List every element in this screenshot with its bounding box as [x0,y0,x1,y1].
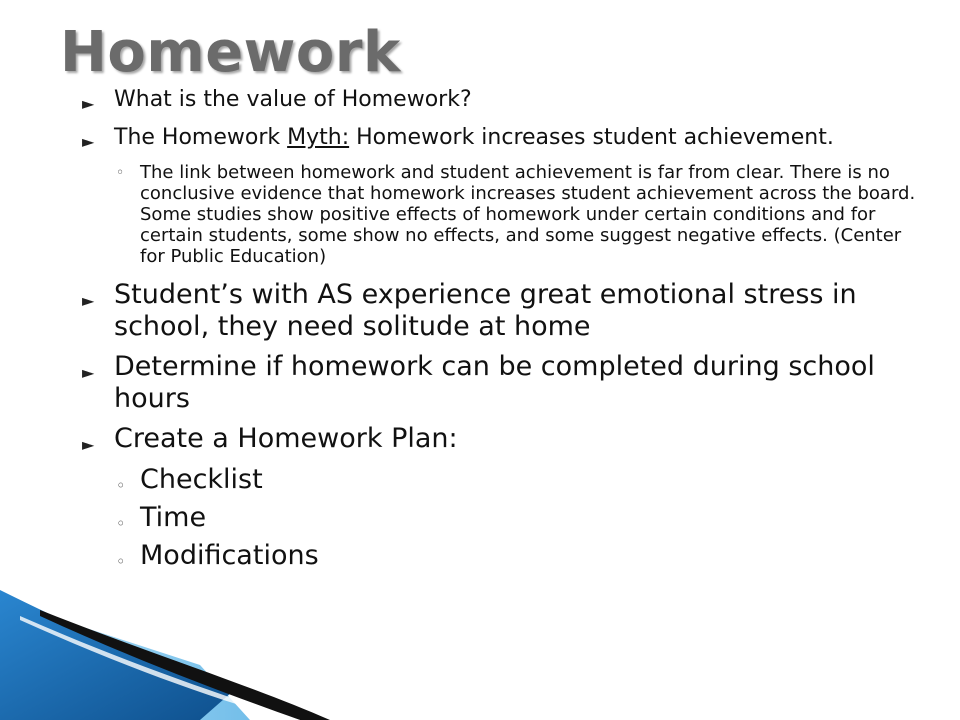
bullet-text: Student’s with AS experience great emotional stress in school, they need solitude at home [114,279,857,342]
slide-title: Homework [60,20,401,85]
bullet-text: Determine if homework can be completed during school hours [114,351,875,414]
bullet-item [78,86,938,114]
circle-bullet-icon: ◦ [116,165,125,181]
slide-content [78,86,938,577]
sub-bullet-item [78,162,938,267]
arrow-bullet-icon: ► [82,132,95,151]
bullet-text: What is the value of Homework? [114,87,472,112]
bullet-item [78,423,938,455]
arrow-bullet-icon: ► [82,94,95,113]
bullet-text [114,125,834,150]
sub-bullet-text: Checklist [140,464,263,495]
arrow-bullet-icon: ► [82,363,95,382]
sub-bullet-text: Modifications [140,540,319,571]
corner-swoosh-decoration [0,590,420,720]
circle-bullet-icon: ◦ [116,476,126,495]
arrow-bullet-icon: ► [82,291,95,310]
bullet-item [78,279,938,343]
circle-bullet-icon: ◦ [116,552,126,571]
sub-bullet-text: The link between homework and student achievement is far from clear. There is no conclusive evidence that homework increases student achievement across the board. Some studies show positive effects of homework under certain conditions and for certain students, some show no effects, and some suggest negative effects. (Center for Public Education) [140,162,916,267]
sub-bullet-text: Time [140,502,207,533]
bullet-item [78,124,938,152]
bullet-item [78,351,938,415]
sub-bullet-item [78,463,938,497]
sub-bullet-item [78,501,938,535]
sub-bullet-item [78,539,938,573]
circle-bullet-icon: ◦ [116,514,126,533]
bullet-text-part: The Homework [114,125,288,150]
underlined-text: Myth: [287,125,350,150]
bullet-text: Create a Homework Plan: [114,423,458,454]
arrow-bullet-icon: ► [82,435,95,454]
swoosh-blue-band [0,590,240,720]
bullet-text-part: Homework increases student achievement. [349,125,834,150]
